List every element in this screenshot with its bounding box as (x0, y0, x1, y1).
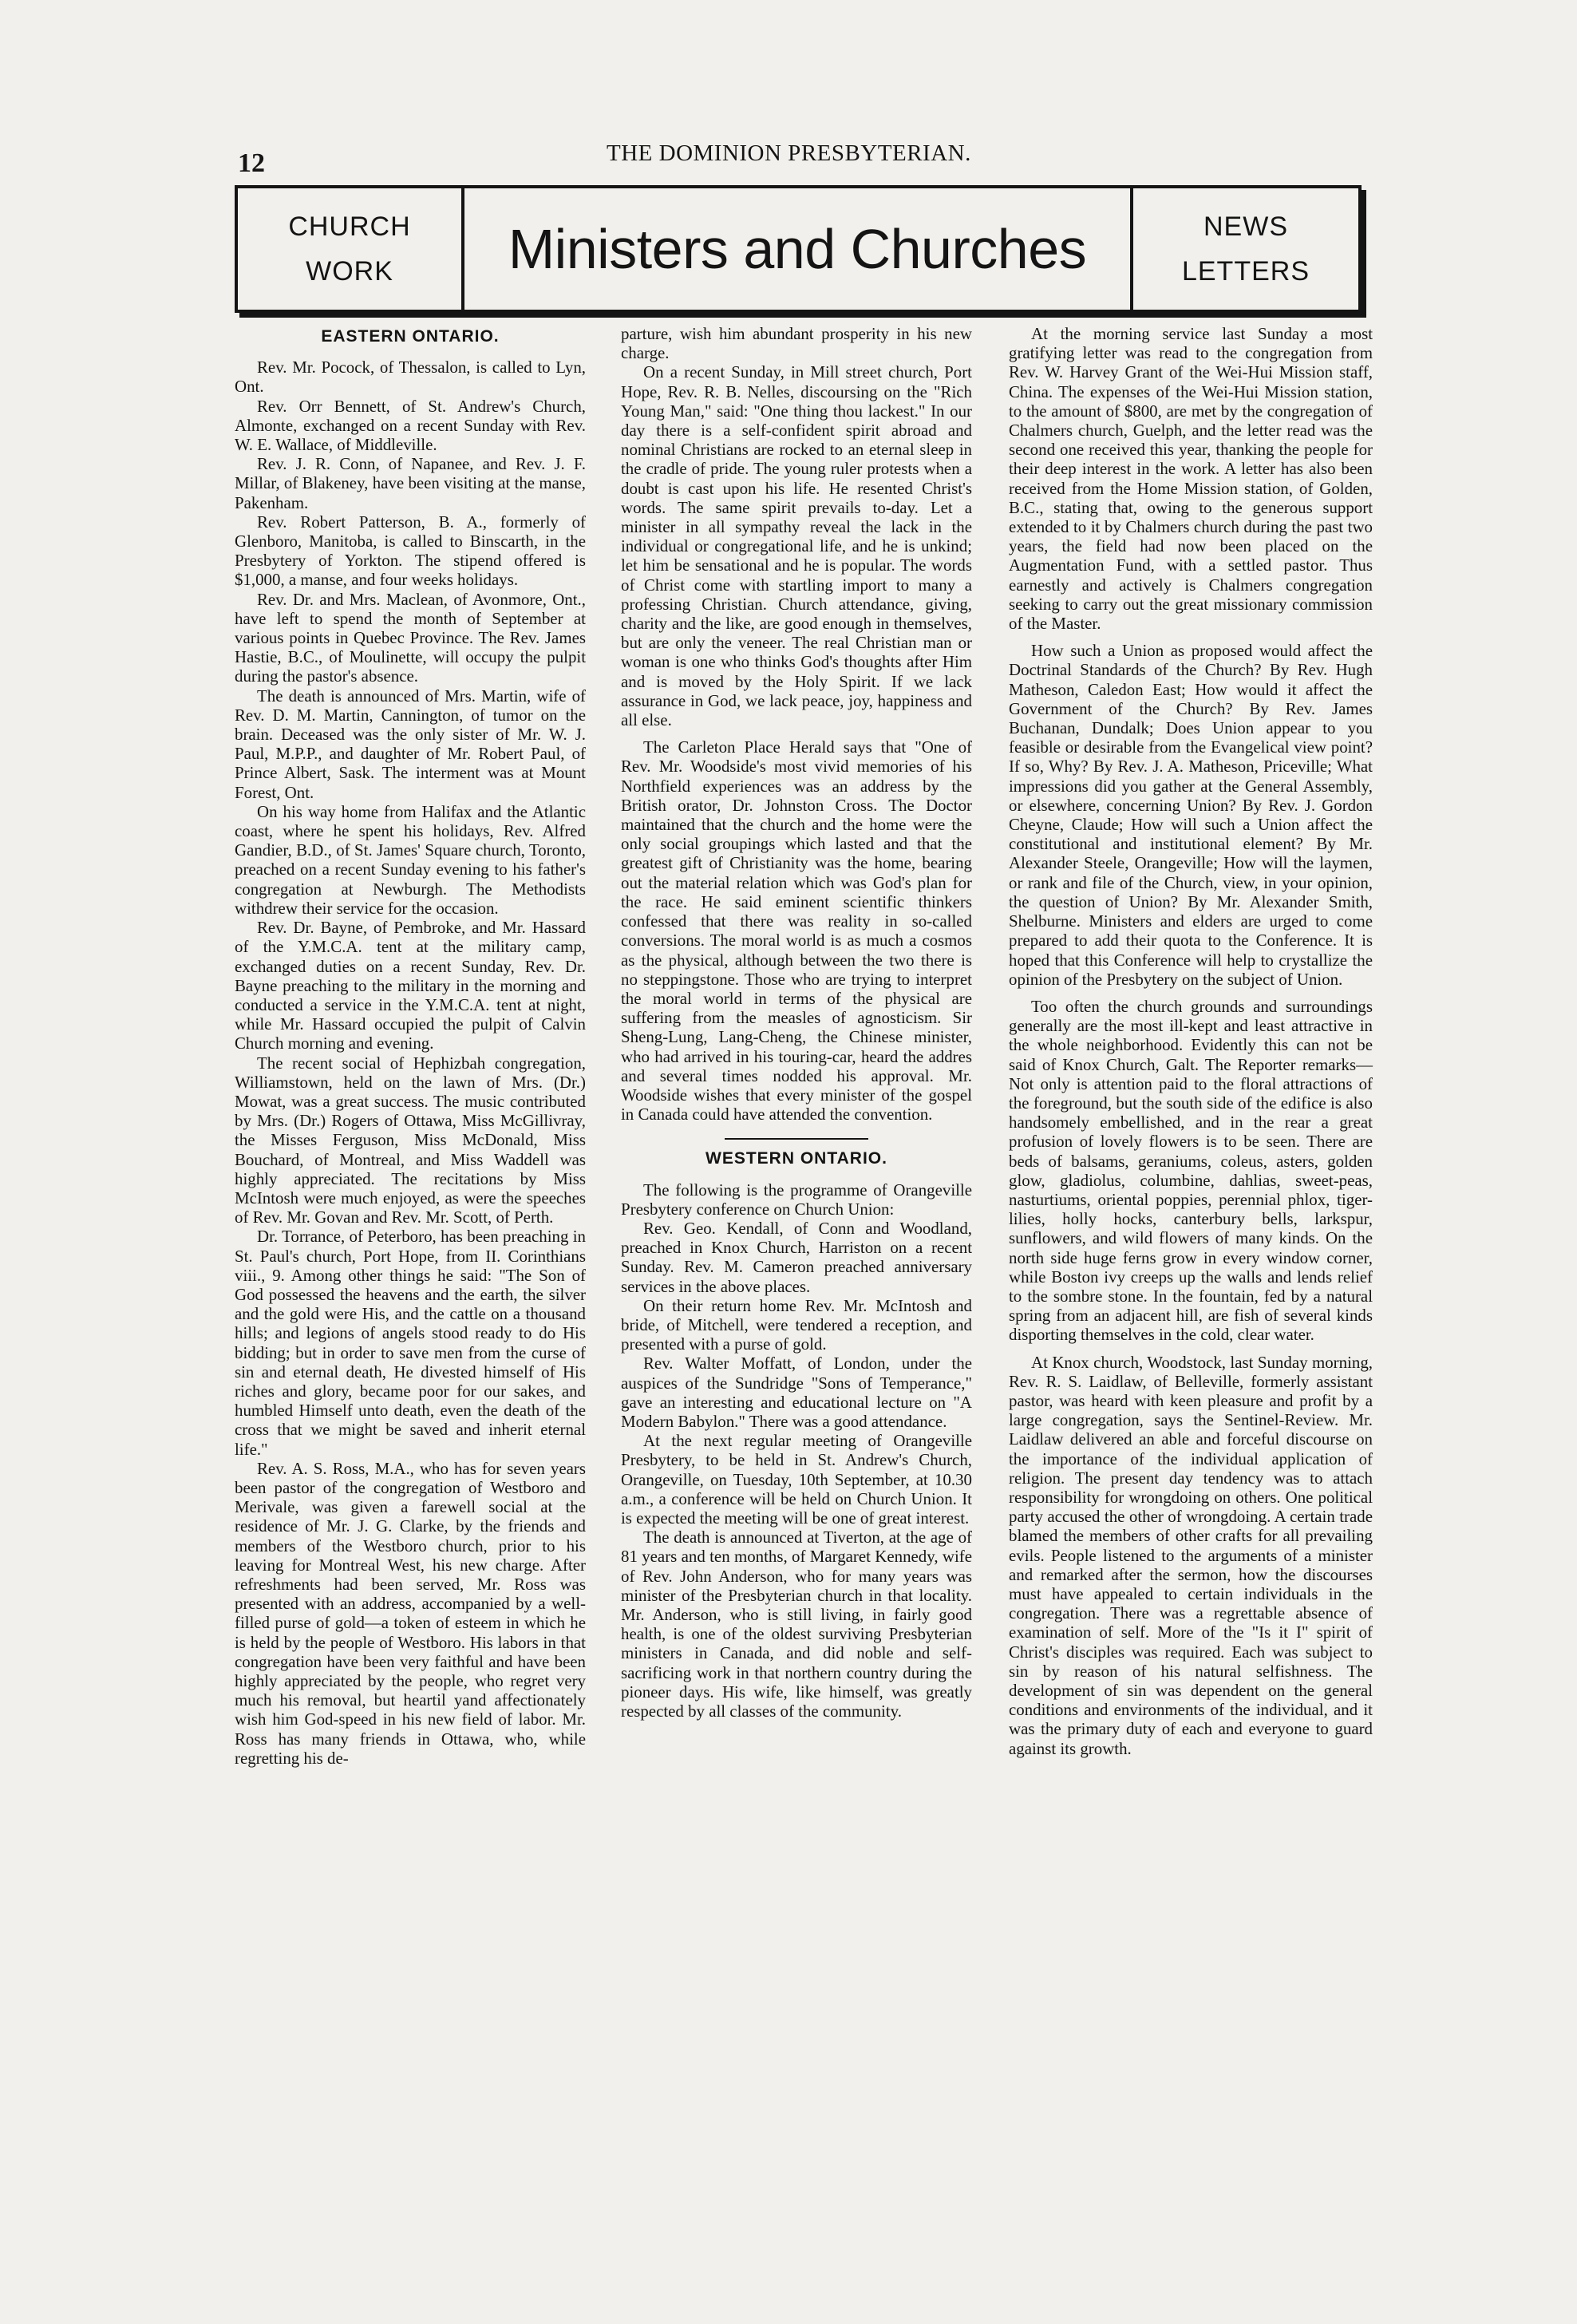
news-item: On a recent Sunday, in Mill street church, Port Hope, Rev. R. B. Nelles, discoursing on the "Rich Young Man," said: "One thing thou lackest." In our day there is a self-confident spirit abroad and nominal Christians are rocked to an eternal sleep in the cradle of pride. The young ruler protests when a doubt is cast upon his life. He resented Christ's words. The same spirit prevails to-day. Let a minister in all sympathy reveal the lack in the individual or congregational life, and he is unkind; let him be sensational and he is popular. The words of Christ come with startling import to many a professing Christian. Church attendance, giving, charity and the like, are good enough in themselves, but are only the veneer. The real Christian man or woman is one who thinks God's thoughts after Him and is moved by the Holy Spirit. If we lack assurance in God, we lack peace, joy, happiness and all else. (621, 362, 972, 730)
banner-left-line1: CHURCH (288, 211, 411, 242)
banner-left-line2: WORK (306, 256, 393, 287)
section-heading-eastern-ontario: EASTERN ONTARIO. (321, 327, 500, 346)
banner-title: Ministers and Churches (508, 218, 1087, 280)
news-item: The recent social of Hephizbah congregation, Williamstown, held on the lawn of Mrs. (Dr.) Mowat, was a great success. The music contributed by Mrs. (Dr.) Rogers of Ottawa, Miss McGillivray, the Misses Ferguson, Miss McDonald, Miss Bouchard, of Montreal, and Miss Waddell was highly appreciated. The recitations by Miss McIntosh were much enjoyed, as were the speeches of Rev. Mr. Govan and Rev. Mr. Scott, of Perth. (235, 1053, 586, 1227)
news-item: Rev. Geo. Kendall, of Conn and Woodland, preached in Knox Church, Harriston on a recent Sunday. Rev. M. Cameron preached anniversary services in the above places. (621, 1218, 972, 1296)
news-item: How such a Union as proposed would affect the Doctrinal Standards of the Church? By Rev. Hugh Matheson, Caledon East; How would it affect the Government of the Church? By Rev. James Buchanan, Dundalk; Does Union appear to you feasible or desirable from the Evangelical view point? If so, Why? By Rev. J. A. Matheson, Priceville; What impressions did you gather at the General Assembly, or elsewhere, concerning Union? By Rev. J. Gordon Cheyne, Claude; How will such a Union affect the constitutional and institutional element? By Mr. Alexander Steele, Orangeville; How will the laymen, or rank and file of the Church, view, in your opinion, the question of Union? By Mr. Alexander Smith, Shelburne. Ministers and elders are urged to come prepared to add their quota to the Conference. It is hoped that this Conference will help to crystallize the opinion of the Presbytery on the subject of Union. (1009, 641, 1373, 989)
running-head: THE DOMINION PRESBYTERIAN. (607, 140, 971, 166)
column-3 (1009, 324, 1373, 1758)
banner-left-box (238, 188, 464, 310)
news-item: parture, wish him abundant prosperity in his new charge. (621, 324, 972, 363)
column-2 (621, 324, 972, 1721)
news-item: Rev. J. R. Conn, of Napanee, and Rev. J. F. Millar, of Blakeney, have been visiting at the manse, Pakenham. (235, 454, 586, 512)
news-item: The death is announced at Tiverton, at the age of 81 years and ten months, of Margaret Kennedy, wife of Rev. John Anderson, who for many years was minister of the Presbyterian church in that locality. Mr. Anderson, who is still living, in fairly good health, is one of the oldest surviving Presbyterian ministers in Canada, and did noble and self-sacrificing work in that northern country during the pioneer days. His wife, like himself, was greatly respected by all classes of the community. (621, 1528, 972, 1721)
news-item: At the next regular meeting of Orangeville Presbytery, to be held in St. Andrew's Church, Orangeville, on Tuesday, 10th September, at 10.30 a.m., a conference will be held on Church Union. It is expected the meeting will be one of great interest. (621, 1431, 972, 1528)
column-1 (235, 324, 586, 1768)
news-item: Rev. Orr Bennett, of St. Andrew's Church, Almonte, exchanged on a recent Sunday with Rev. W. E. Wallace, of Middleville. (235, 396, 586, 455)
news-item: The Carleton Place Herald says that "One of Rev. Mr. Woodside's most vivid memories of his Northfield experiences was an address by the British orator, Dr. Johnston Cross. The Doctor maintained that the church and the home were the only social groupings which lasted and that the greatest gift of Christianity was the home, bearing out the material relation which was God's plan for the race. He said eminent scientific thinkers confessed that there was reality in so-called conversions. The moral world is as much a cosmos as the physical, although between the two there is no steppingstone. Those who are trying to interpret the moral world in terms of the physical are suffering from the measles of agnosticism. Sir Sheng-Lung, Lang-Cheng, the Chinese minister, who had arrived in his touring-car, heard the addres and several times nodded his approval. Mr. Woodside wishes that every minister of the gospel in Canada could have attended the convention. (621, 737, 972, 1124)
news-item: The death is announced of Mrs. Martin, wife of Rev. D. M. Martin, Cannington, of tumor on the brain. Deceased was the only sister of Mr. W. J. Paul, M.P.P., and daughter of Mr. Robert Paul, of Prince Albert, Sask. The interment was at Mount Forest, Ont. (235, 686, 586, 802)
news-item: At Knox church, Woodstock, last Sunday morning, Rev. R. S. Laidlaw, of Belleville, formerly assistant pastor, was heard with keen pleasure and profit by a large congregation, says the Sentinel-Review. Mr. Laidlaw delivered an able and forceful discourse on the importance of the individual application of religion. The present day tendency was to attach responsibility for wrongdoing on others. One political party accused the other of wrongdoing. A certain trade blamed the members of other crafts for all prevailing evils. People listened to the arguments of a minister and remarked after the sermon, how the discourses must have appealed to certain individuals in the congregation. There was a regrettable absence of examination of self. More of the "Is it I" spirit of Christ's disciples was required. Each was subject to sin by reason of his natural selfishness. The development of sin was dependent on the general conditions and environments of the individual, and it was the primary duty of each and everyone to guard against its growth. (1009, 1352, 1373, 1758)
section-banner (235, 185, 1362, 313)
news-item: Too often the church grounds and surroundings generally are the most ill-kept and least attractive in the whole neighborhood. Evidently this can not be said of Knox Church, Galt. The Reporter remarks—Not only is attention paid to the floral attractions of the foreground, but the south side of the edifice is also handsomely embellished, and in the rear a great profusion of lovely flowers is to be seen. There are beds of balsams, geraniums, coleus, asters, golden glow, gladiolus, columbine, dahlias, sweet-peas, nasturtiums, oriental poppies, perennial phlox, tiger-lilies, holly hocks, canterbury bells, larkspur, sunflowers, and wild flowers of many kinds. On the north side huge ferns grow in every window corner, while Boston ivy creeps up the walls and lends relief to the sombre stone. In the fountain, fed by a natural spring from an adjacent hill, are fish of several kinds disporting themselves in the cold, clear water. (1009, 996, 1373, 1345)
news-item: Rev. Robert Patterson, B. A., formerly of Glenboro, Manitoba, is called to Binscarth, in the Presbytery of Yorkton. The stipend offered is $1,000, a manse, and four weeks holidays. (235, 512, 586, 590)
banner-right-line2: LETTERS (1181, 256, 1310, 287)
banner-right-line1: NEWS (1204, 211, 1288, 242)
news-item: Rev. Dr. and Mrs. Maclean, of Avonmore, Ont., have left to spend the month of September at various points in Quebec Province. The Rev. James Hastie, B.C., of Moulinette, will occupy the pulpit during the pastor's absence. (235, 589, 586, 686)
news-item: On his way home from Halifax and the Atlantic coast, where he spent his holidays, Rev. Alfred Gandier, B.D., of St. James' Square church, Toronto, preached on a recent Sunday evening to his father's congregation at Newburgh. The Methodists withdrew their service for the occasion. (235, 801, 586, 918)
news-item: Rev. Mr. Pocock, of Thessalon, is called to Lyn, Ont. (235, 358, 586, 397)
banner-right-box (1130, 188, 1358, 310)
page-number: 12 (238, 148, 265, 178)
banner-title-box (464, 188, 1130, 310)
news-item: Dr. Torrance, of Peterboro, has been preaching in St. Paul's church, Port Hope, from II. Corinthians viii., 9. Among other things he said: "The Son of God possessed the heavens and the earth, the silver and the gold were His, and the cattle on a thousand hills; and legions of angels stood ready to do His bidding; but in order to save men from the curse of sin and eternal death, He divested himself of His riches and glory, became poor for our sakes, and humbled Himself unto death, even the death of the cross that we might be saved and inherit eternal life." (235, 1227, 586, 1459)
news-item: Rev. A. S. Ross, M.A., who has for seven years been pastor of the congregation of Westboro and Merivale, was given a farewell social at the residence of Mr. J. G. Clarke, by the friends and members of the Westboro church, prior to his leaving for Montreal West, his new charge. After refreshments had been served, Mr. Ross was presented with an address, accompanied by a well-filled purse of gold—a token of esteem in which he is held by the people of Westboro. His labors in that congregation have been very faithful and have been highly appreciated by the people, who regret very much his removal, but heartil yand affectionately wish him God-speed in his new field of labor. Mr. Ross has many friends in Ottawa, who, while regretting his de- (235, 1458, 586, 1768)
news-item: At the morning service last Sunday a most gratifying letter was read to the congregation from Rev. W. Harvey Grant of the Wei-Hui Mission staff, China. The expenses of the Wei-Hui Mission station, to the amount of $800, are met by the congregation of Chalmers church, Guelph, and the letter read was the second one received this year, thanking the people for their deep interest in the work. A letter has also been received from the Home Mission station, of Golden, B.C., stating that, owing to the generous support extended to it by Chalmers church during the past two years, the field had now been placed on the Augmentation Fund, with a settled pastor. Thus earnestly and actively is Chalmers congregation seeking to carry out the great missionary commission of the Master. (1009, 324, 1373, 634)
section-heading-western-ontario: WESTERN ONTARIO. (706, 1149, 887, 1168)
news-item: On their return home Rev. Mr. McIntosh and bride, of Mitchell, were tendered a reception, and presented with a purse of gold. (621, 1295, 972, 1354)
news-item: Rev. Walter Moffatt, of London, under the auspices of the Sundridge "Sons of Temperance," gave an interesting and educational lecture on "A Modern Babylon." There was a good attendance. (621, 1354, 972, 1431)
news-item: Rev. Dr. Bayne, of Pembroke, and Mr. Hassard of the Y.M.C.A. tent at the military camp, exchanged duties on a recent Sunday, Rev. Dr. Bayne preaching to the military in the morning and conducted a service in the Y.M.C.A. tent at night, while Mr. Hassard occupied the pulpit of Calvin Church morning and evening. (235, 918, 586, 1053)
section-divider (725, 1138, 868, 1140)
news-item: The following is the programme of Orangeville Presbytery conference on Church Union: (621, 1180, 972, 1219)
